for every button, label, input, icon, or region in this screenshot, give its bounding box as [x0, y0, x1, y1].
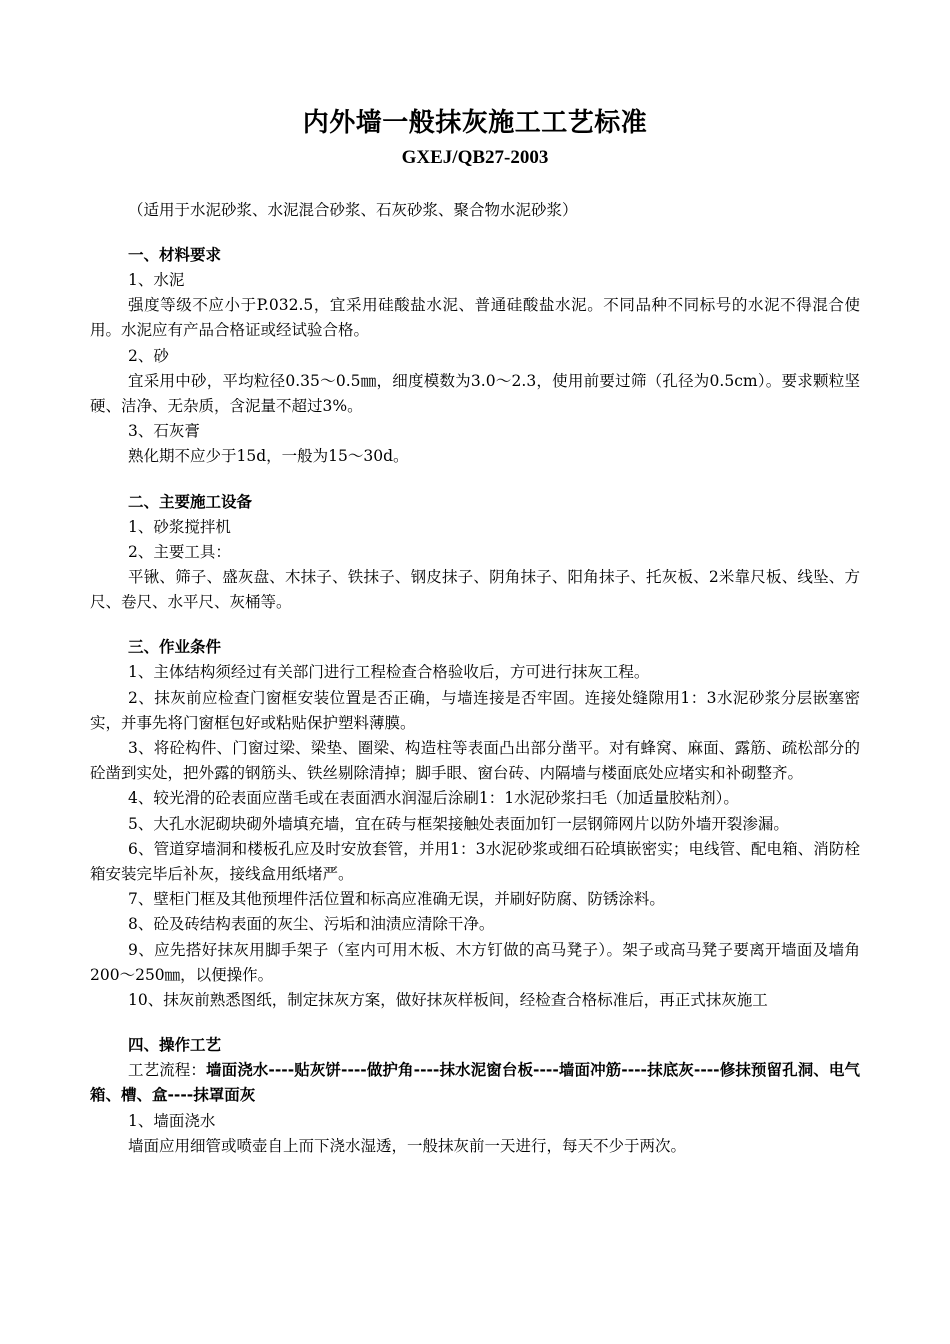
section-conditions — [90, 635, 860, 1013]
section-heading: 二、主要施工设备 — [128, 492, 253, 511]
condition-item: 10、抹灰前熟悉图纸，制定抹灰方案，做好抹灰样板间，经检查合格标准后，再正式抹灰施工 — [128, 991, 768, 1010]
section-heading: 一、材料要求 — [128, 246, 222, 264]
section-process — [90, 1033, 860, 1159]
condition-item: 3、将砼构件、门窗过梁、梁垫、圈梁、构造柱等表面凸出部分凿平。对有蜂窝、麻面、露筋、疏松部分的砼凿到实处，把外露的钢筋头、铁丝剔除清掉；脚手眼、窗台砖、内隔墙与楼面底处应堵实和补砌整齐。 — [90, 739, 860, 783]
section-materials — [90, 243, 860, 470]
item-label: 2、砂 — [128, 346, 169, 365]
scope-note: （适用于水泥砂浆、水泥混合砂浆、石灰砂浆、聚合物水泥砂浆） — [128, 201, 578, 219]
process-flow — [90, 1058, 860, 1108]
condition-item: 7、壁柜门框及其他预埋件活位置和标高应准确无误，并刷好防腐、防锈涂料。 — [128, 890, 665, 909]
condition-item: 6、管道穿墙洞和楼板孔应及时安放套管，并用1：3水泥砂浆或细石砼填嵌密实；电线管、配电箱、消防栓箱安装完毕后补灰，接线盒用纸堵严。 — [90, 839, 860, 884]
section-heading: 四、操作工艺 — [128, 1036, 222, 1055]
condition-item: 9、应先搭好抹灰用脚手架子（室内可用木板、木方钉做的高马凳子）。架子或高马凳子要离开墙面及墙角200～250㎜，以便操作。 — [90, 940, 860, 984]
condition-item: 1、主体结构须经过有关部门进行工程检查合格验收后，方可进行抹灰工程。 — [128, 663, 650, 682]
paragraph: 墙面应用细管或喷壶自上而下浇水湿透，一般抹灰前一天进行，每天不少于两次。 — [128, 1136, 687, 1155]
item-label: 1、水泥 — [128, 271, 185, 289]
process-flow-label: 工艺流程： — [128, 1061, 206, 1080]
section-equipment — [90, 490, 860, 616]
process-flow-steps: 墙面浇水----贴灰饼----做护角----抹水泥窗台板----墙面冲筋----抹底灰----修抹预留孔洞、电气箱、槽、盒----抹罩面灰 — [90, 1061, 860, 1105]
paragraph: 宜采用中砂，平均粒径0.35～0.5㎜，细度模数为3.0～2.3，使用前要过筛（孔径为0.5cm）。要求颗粒坚硬、洁净、无杂质，含泥量不超过3%。 — [90, 371, 860, 416]
item-label: 1、砂浆搅拌机 — [128, 517, 231, 536]
paragraph: 强度等级不应小于P.032.5，宜采用硅酸盐水泥、普通硅酸盐水泥。不同品种不同标号的水泥不得混合使用。水泥应有产品合格证或经试验合格。 — [90, 296, 860, 340]
item-label: 1、墙面浇水 — [128, 1111, 216, 1130]
paragraph: 平锹、筛子、盛灰盘、木抹子、铁抹子、钢皮抹子、阴角抹子、阳角抹子、托灰板、2米靠尺板、线坠、方尺、卷尺、水平尺、灰桶等。 — [90, 568, 860, 612]
condition-item: 8、砼及砖结构表面的灰尘、污垢和油渍应清除干净。 — [128, 915, 495, 934]
document-page — [90, 104, 860, 1159]
paragraph: 熟化期不应少于15d，一般为15～30d。 — [128, 447, 409, 466]
item-label: 2、主要工具： — [128, 542, 231, 561]
condition-item: 4、较光滑的砼表面应凿毛或在表面洒水润湿后涂刷1：1水泥砂浆扫毛（加适量胶粘剂）。 — [128, 789, 739, 808]
standard-code: GXEJ/QB27-2003 — [401, 147, 549, 168]
condition-item: 2、抹灰前应检查门窗框安装位置是否正确，与墙连接是否牢固。连接处缝隙用1：3水泥砂浆分层嵌塞密实，并事先将门窗框包好或粘贴保护塑料薄膜。 — [90, 688, 860, 732]
condition-item: 5、大孔水泥砌块砌外墙填充墙，宜在砖与框架接触处表面加钉一层钢筛网片以防外墙开裂渗漏。 — [128, 814, 789, 833]
document-title: 内外墙一般抹灰施工工艺标准 — [302, 108, 648, 138]
section-heading: 三、作业条件 — [128, 638, 222, 657]
item-label: 3、石灰膏 — [128, 422, 200, 441]
